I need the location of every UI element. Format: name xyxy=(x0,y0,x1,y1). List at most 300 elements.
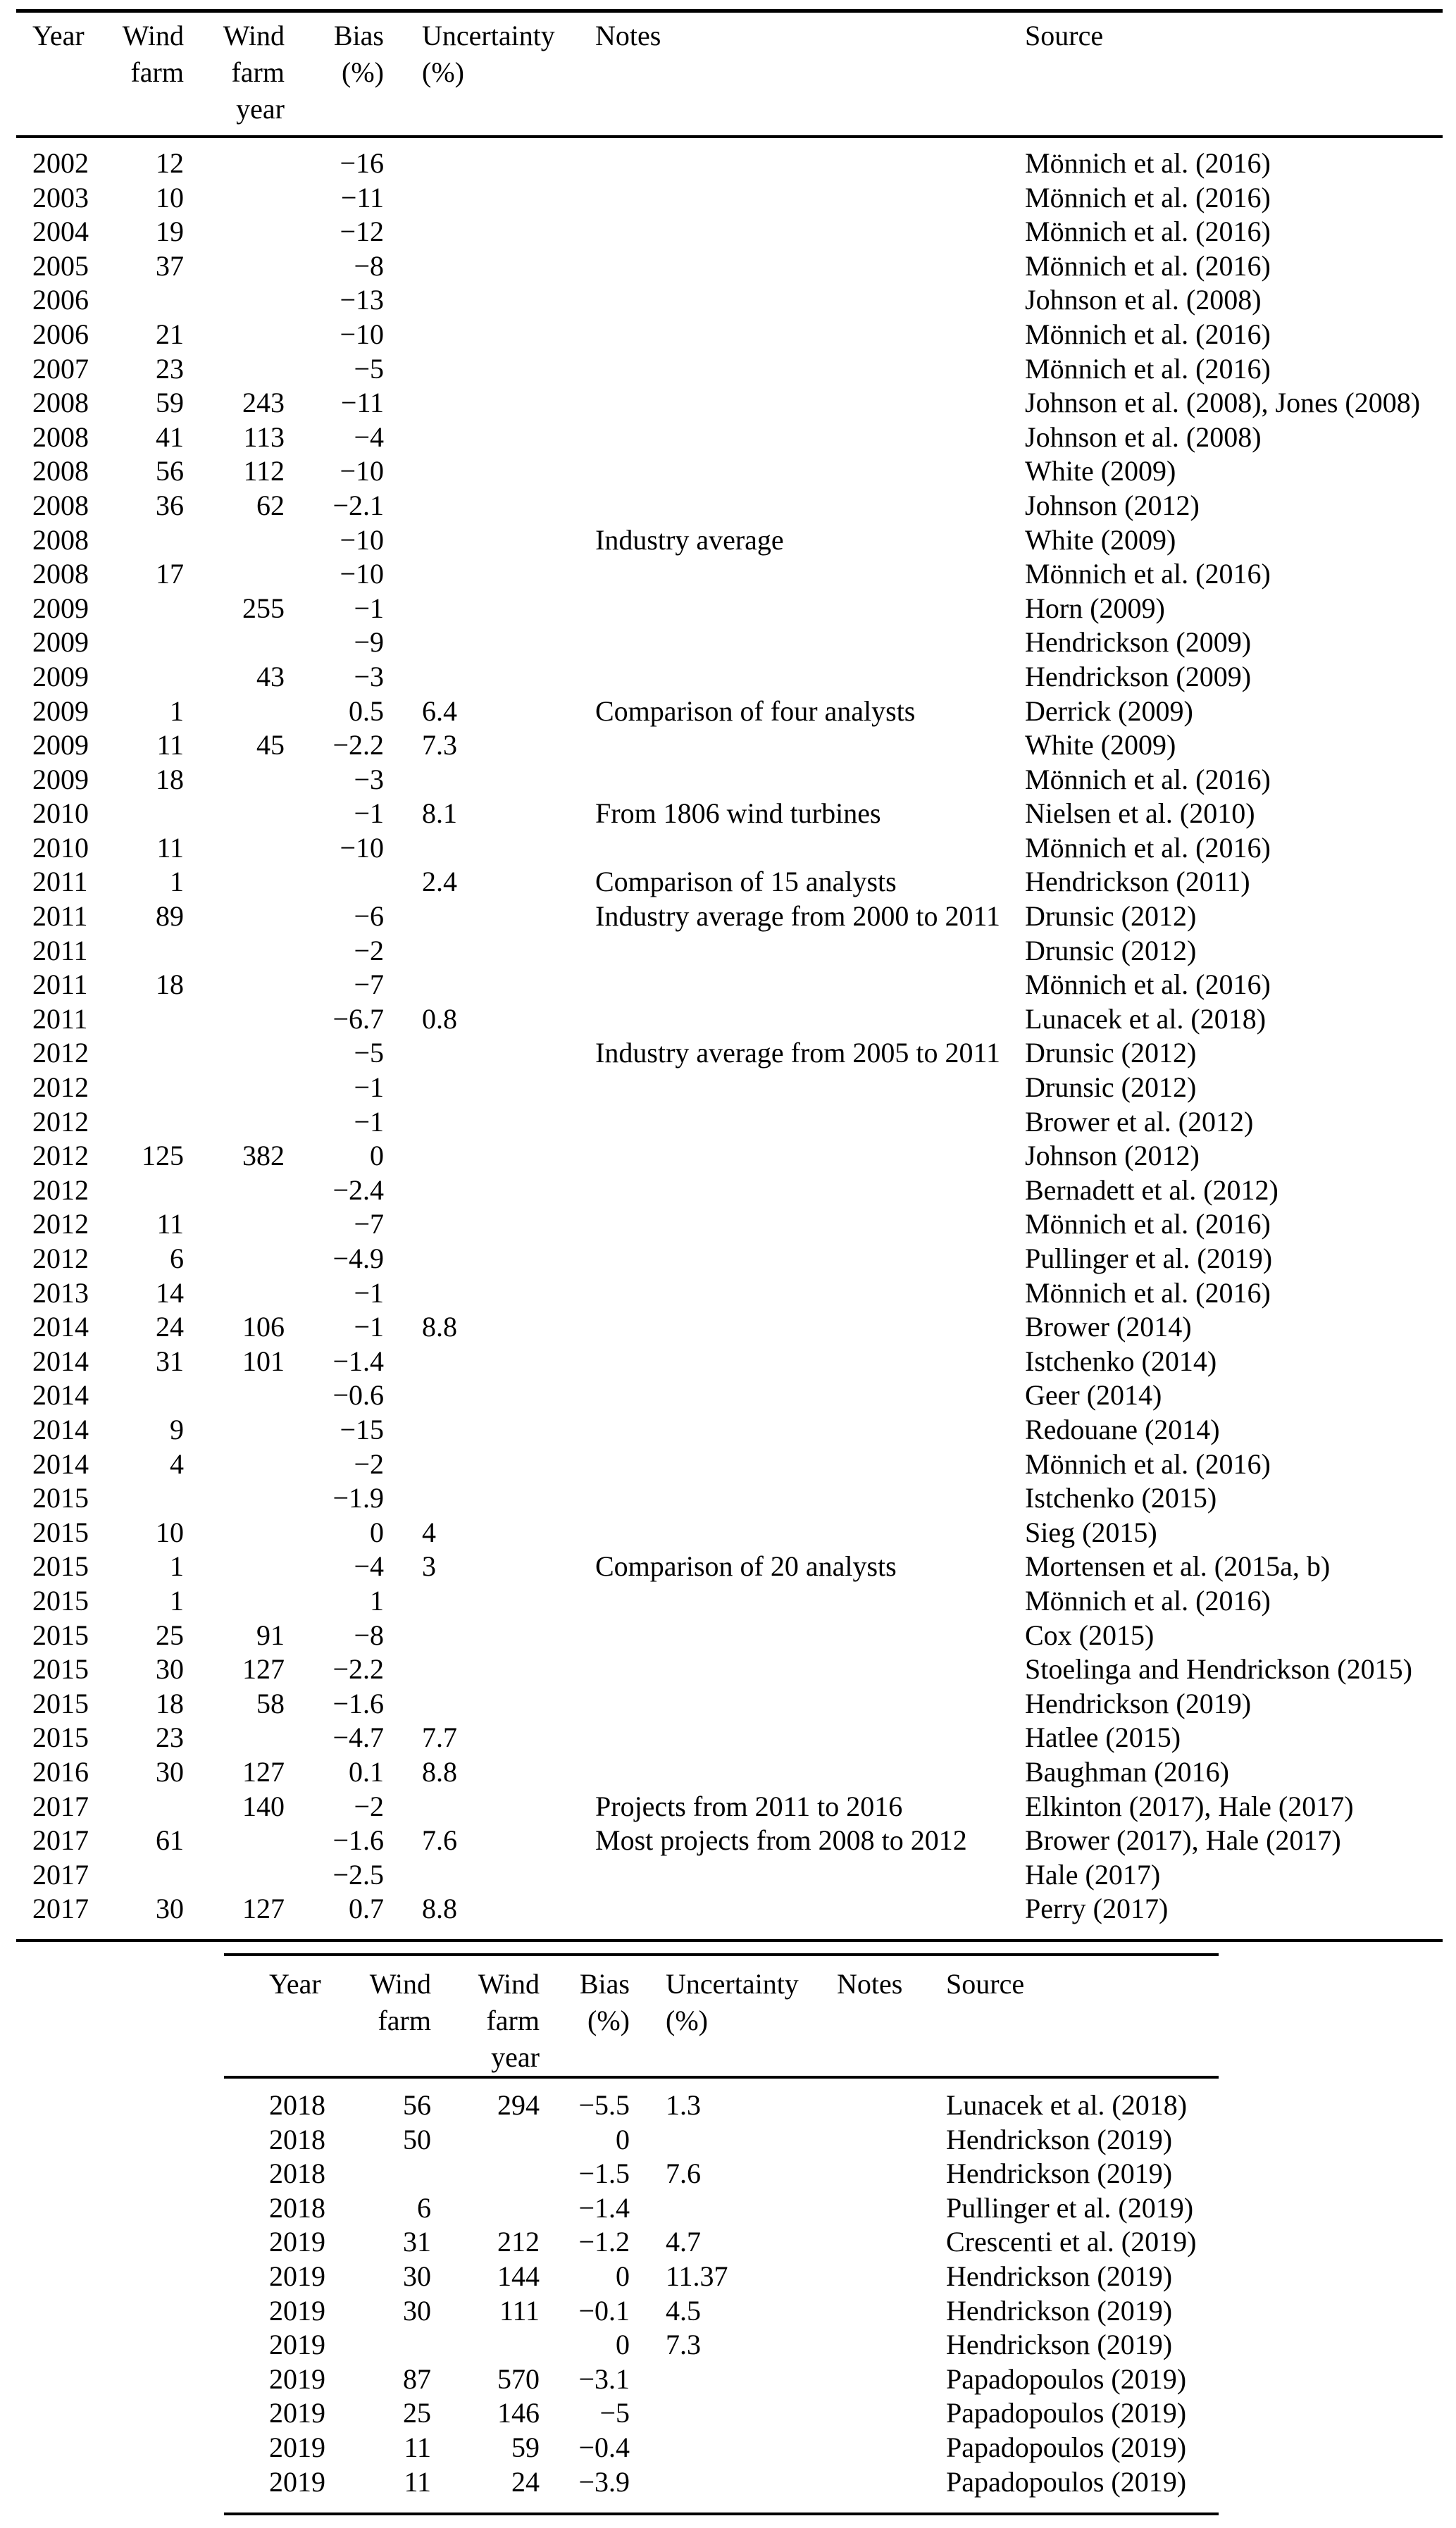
column-header-notes: Notes xyxy=(837,1968,903,2000)
cell-notes xyxy=(595,1447,1025,1482)
cell-wind-farm: 1 xyxy=(170,1550,184,1583)
cell-notes: Industry average xyxy=(595,523,784,556)
cell-notes xyxy=(595,1481,1025,1516)
cell-source: Geer (2014) xyxy=(1025,1379,1162,1412)
cell-uncertainty xyxy=(384,215,595,249)
cell-wind-farm: 14 xyxy=(156,1276,184,1309)
cell-notes: Industry average from 2000 to 2011 xyxy=(595,900,1001,933)
cell-source: Cox (2015) xyxy=(1025,1619,1155,1651)
cell-uncertainty xyxy=(384,283,595,318)
cell-wind-farm-year: 255 xyxy=(242,592,285,624)
cell-source: Papadopoulos (2019) xyxy=(946,2431,1187,2463)
cell-source: Mönnich et al. (2016) xyxy=(1025,558,1271,590)
cell-notes xyxy=(595,1105,1025,1140)
cell-wind-farm: 30 xyxy=(403,2260,431,2292)
cell-uncertainty xyxy=(384,1652,595,1687)
cell-year: 2009 xyxy=(32,695,89,727)
column-header-wind-farm: Wind farm xyxy=(122,20,184,88)
cell-year: 2011 xyxy=(32,969,88,1001)
table-row xyxy=(0,1345,1456,1379)
cell-notes xyxy=(595,1310,1025,1345)
cell-wind-farm: 12 xyxy=(156,147,184,179)
cell-bias: 0 xyxy=(370,1140,384,1172)
cell-source: Johnson et al. (2008) xyxy=(1025,421,1262,453)
cell-wind-farm: 61 xyxy=(156,1824,184,1857)
cell-year: 2017 xyxy=(32,1858,89,1891)
cell-notes: Projects from 2011 to 2016 xyxy=(595,1790,903,1822)
cell-source: Mönnich et al. (2016) xyxy=(1025,1447,1271,1480)
cell-wind-farm-year: 112 xyxy=(243,455,285,487)
cell-wind-farm-year xyxy=(184,557,285,592)
column-header-wind-farm-year: Wind farm year xyxy=(478,1968,540,2073)
cell-notes: Most projects from 2008 to 2012 xyxy=(595,1824,967,1857)
table-row xyxy=(0,797,1456,831)
cell-source: Mönnich et al. (2016) xyxy=(1025,1208,1271,1240)
cell-uncertainty xyxy=(630,2396,837,2431)
cell-uncertainty xyxy=(384,147,595,181)
cell-year: 2019 xyxy=(269,2362,325,2395)
cell-uncertainty xyxy=(384,1790,595,1824)
cell-wind-farm: 25 xyxy=(156,1619,184,1651)
cell-uncertainty xyxy=(384,1413,595,1447)
cell-uncertainty xyxy=(384,1687,595,1721)
table-row xyxy=(224,2465,1219,2500)
cell-notes xyxy=(837,2157,946,2191)
table-row xyxy=(224,2260,1219,2294)
cell-source: Papadopoulos (2019) xyxy=(946,2465,1187,2498)
cell-wind-farm-year xyxy=(184,934,285,969)
cell-notes xyxy=(595,557,1025,592)
cell-notes: Industry average from 2005 to 2011 xyxy=(595,1037,1001,1069)
cell-wind-farm: 11 xyxy=(156,831,184,864)
cell-year: 2009 xyxy=(32,626,89,659)
cell-wind-farm-year xyxy=(184,831,285,866)
table2-header xyxy=(224,1966,1219,2076)
cell-source: Mönnich et al. (2016) xyxy=(1025,969,1271,1001)
cell-wind-farm-year: 127 xyxy=(242,1755,285,1788)
cell-wind-farm-year xyxy=(184,968,285,1002)
table-row xyxy=(0,695,1456,729)
cell-wind-farm-year xyxy=(184,1002,285,1037)
table-row xyxy=(0,831,1456,866)
table-row xyxy=(224,2294,1219,2329)
column-header-source: Source xyxy=(1025,20,1104,51)
cell-notes xyxy=(837,2431,946,2465)
cell-notes xyxy=(837,2362,946,2397)
column-header-bias: Bias (%) xyxy=(333,20,384,88)
cell-source: White (2009) xyxy=(1025,523,1176,556)
cell-wind-farm xyxy=(106,1378,184,1413)
cell-source: Hendrickson (2011) xyxy=(1025,866,1250,898)
table-row xyxy=(0,1721,1456,1755)
cell-source: Hendrickson (2019) xyxy=(946,2260,1173,2292)
cell-wind-farm-year xyxy=(184,1242,285,1276)
cell-wind-farm: 18 xyxy=(156,969,184,1001)
cell-wind-farm-year xyxy=(184,1721,285,1755)
cell-wind-farm-year xyxy=(184,625,285,660)
table-row xyxy=(0,1824,1456,1858)
cell-bias: −3.1 xyxy=(578,2362,630,2395)
table-row xyxy=(0,1790,1456,1824)
cell-year: 2019 xyxy=(269,2329,325,2361)
table-row xyxy=(0,1071,1456,1105)
cell-notes xyxy=(595,386,1025,421)
table-row xyxy=(224,2362,1219,2397)
cell-uncertainty xyxy=(630,2362,837,2397)
cell-bias: −4.9 xyxy=(332,1243,384,1274)
cell-wind-farm-year xyxy=(431,2328,540,2362)
cell-wind-farm-year xyxy=(184,1447,285,1482)
cell-wind-farm-year xyxy=(431,2157,540,2191)
cell-notes xyxy=(595,421,1025,455)
cell-uncertainty xyxy=(384,1071,595,1105)
cell-uncertainty xyxy=(384,592,595,626)
column-header-year: Year xyxy=(32,20,85,51)
cell-wind-farm: 6 xyxy=(170,1243,184,1274)
cell-bias: −2 xyxy=(354,1790,384,1822)
cell-bias: 0.5 xyxy=(349,695,384,727)
cell-year: 2011 xyxy=(32,934,88,966)
cell-uncertainty xyxy=(384,557,595,592)
cell-source: Perry (2017) xyxy=(1025,1893,1169,1925)
cell-year: 2008 xyxy=(32,489,89,521)
cell-wind-farm-year: 144 xyxy=(497,2260,540,2292)
table-row xyxy=(0,1755,1456,1790)
table2-body xyxy=(224,2088,1219,2499)
cell-bias: −1.6 xyxy=(332,1687,384,1719)
cell-uncertainty xyxy=(384,1105,595,1140)
cell-bias: −8 xyxy=(354,1619,384,1651)
cell-uncertainty xyxy=(384,352,595,387)
table-row xyxy=(0,660,1456,695)
cell-wind-farm: 25 xyxy=(403,2397,431,2429)
column-header-uncertainty: Uncertainty (%) xyxy=(422,20,555,88)
cell-uncertainty xyxy=(384,454,595,489)
cell-bias: −15 xyxy=(340,1413,384,1445)
cell-wind-farm-year: 62 xyxy=(256,489,285,521)
cell-source: Elkinton (2017), Hale (2017) xyxy=(1025,1790,1354,1822)
table-row xyxy=(224,2431,1219,2465)
cell-source: White (2009) xyxy=(1025,729,1176,761)
cell-wind-farm xyxy=(106,934,184,969)
cell-source: Mönnich et al. (2016) xyxy=(1025,181,1271,213)
cell-year: 2008 xyxy=(32,523,89,556)
cell-uncertainty xyxy=(384,489,595,523)
cell-bias: −10 xyxy=(340,523,384,556)
cell-wind-farm: 30 xyxy=(156,1893,184,1925)
cell-wind-farm-year xyxy=(184,899,285,934)
cell-bias: −5 xyxy=(354,1037,384,1069)
cell-source: Mönnich et al. (2016) xyxy=(1025,831,1271,864)
cell-bias: −5 xyxy=(354,352,384,385)
cell-year: 2012 xyxy=(32,1105,89,1138)
cell-uncertainty xyxy=(384,660,595,695)
cell-uncertainty xyxy=(384,318,595,352)
cell-source: Mönnich et al. (2016) xyxy=(1025,318,1271,350)
column-header-uncertainty: Uncertainty (%) xyxy=(666,1968,799,2036)
cell-wind-farm-year xyxy=(184,1584,285,1619)
cell-wind-farm-year: 91 xyxy=(256,1619,285,1651)
cell-year: 2014 xyxy=(32,1379,89,1412)
cell-bias: −2.5 xyxy=(332,1858,384,1891)
cell-uncertainty xyxy=(384,421,595,455)
table-row xyxy=(0,934,1456,969)
cell-year: 2011 xyxy=(32,1002,88,1035)
cell-source: Hatlee (2015) xyxy=(1025,1721,1181,1754)
table-row xyxy=(0,1619,1456,1653)
cell-bias: −1 xyxy=(354,1071,384,1104)
cell-uncertainty: 6.4 xyxy=(422,695,457,727)
cell-source: Mönnich et al. (2016) xyxy=(1025,763,1271,795)
cell-year: 2015 xyxy=(32,1721,89,1754)
cell-source: Hendrickson (2019) xyxy=(946,2329,1173,2361)
table-row xyxy=(0,592,1456,626)
cell-uncertainty xyxy=(384,1584,595,1619)
cell-bias: −1.9 xyxy=(332,1482,384,1514)
cell-uncertainty: 8.8 xyxy=(422,1311,457,1343)
cell-bias: −11 xyxy=(340,181,384,213)
cell-notes xyxy=(595,489,1025,523)
cell-source: Sieg (2015) xyxy=(1025,1516,1157,1548)
cell-year: 2013 xyxy=(32,1276,89,1309)
cell-source: Lunacek et al. (2018) xyxy=(946,2089,1188,2121)
cell-notes xyxy=(595,454,1025,489)
table-row xyxy=(224,2396,1219,2431)
cell-year: 2017 xyxy=(32,1790,89,1822)
cell-notes xyxy=(595,1413,1025,1447)
cell-source: Drunsic (2012) xyxy=(1025,1071,1197,1104)
cell-uncertainty xyxy=(384,1345,595,1379)
cell-notes xyxy=(595,1755,1025,1790)
cell-notes xyxy=(595,1721,1025,1755)
cell-bias: −9 xyxy=(354,626,384,659)
cell-uncertainty xyxy=(384,1139,595,1173)
table-row xyxy=(0,215,1456,249)
cell-year: 2015 xyxy=(32,1619,89,1651)
cell-source: Brower (2014) xyxy=(1025,1311,1192,1343)
cell-wind-farm: 19 xyxy=(156,216,184,248)
cell-wind-farm xyxy=(106,1071,184,1105)
cell-wind-farm-year xyxy=(184,1036,285,1071)
table-row xyxy=(224,2328,1219,2362)
table2-top-rule xyxy=(224,1953,1219,1956)
cell-bias: −1 xyxy=(354,592,384,624)
table-row xyxy=(0,1310,1456,1345)
cell-year: 2018 xyxy=(269,2157,325,2190)
cell-notes xyxy=(595,1139,1025,1173)
cell-wind-farm-year xyxy=(184,523,285,558)
table-row xyxy=(0,1413,1456,1447)
cell-year: 2019 xyxy=(269,2294,325,2327)
cell-notes xyxy=(595,1378,1025,1413)
cell-bias: −3.9 xyxy=(578,2465,630,2498)
cell-bias: −7 xyxy=(354,969,384,1001)
cell-source: Mönnich et al. (2016) xyxy=(1025,147,1271,179)
cell-source: Nielsen et al. (2010) xyxy=(1025,797,1255,830)
cell-notes xyxy=(595,1652,1025,1687)
cell-bias: 0 xyxy=(370,1516,384,1548)
cell-uncertainty xyxy=(384,1276,595,1311)
cell-wind-farm: 6 xyxy=(417,2191,431,2224)
cell-uncertainty xyxy=(384,899,595,934)
table1-top-rule xyxy=(16,9,1443,13)
cell-uncertainty xyxy=(384,1242,595,1276)
cell-wind-farm xyxy=(106,1036,184,1071)
cell-uncertainty: 4.5 xyxy=(666,2294,701,2327)
column-header-wind-farm-year: Wind farm year xyxy=(223,20,285,125)
cell-source: Hendrickson (2019) xyxy=(946,2294,1173,2327)
cell-wind-farm-year xyxy=(184,695,285,729)
cell-bias: −2.1 xyxy=(332,489,384,521)
cell-year: 2019 xyxy=(269,2260,325,2292)
cell-wind-farm-year xyxy=(184,1378,285,1413)
cell-bias: −5 xyxy=(599,2397,630,2429)
cell-notes xyxy=(595,249,1025,284)
table-row xyxy=(224,2225,1219,2260)
cell-wind-farm: 50 xyxy=(403,2123,431,2155)
cell-notes xyxy=(595,592,1025,626)
cell-year: 2014 xyxy=(32,1345,89,1377)
cell-bias: 0 xyxy=(616,2329,630,2361)
cell-wind-farm: 9 xyxy=(170,1413,184,1445)
cell-notes xyxy=(595,1276,1025,1311)
cell-wind-farm: 89 xyxy=(156,900,184,933)
cell-uncertainty xyxy=(384,181,595,216)
table-header-row xyxy=(0,18,1456,127)
cell-wind-farm-year: 570 xyxy=(497,2362,540,2395)
cell-notes xyxy=(595,181,1025,216)
cell-bias: −10 xyxy=(340,318,384,350)
cell-wind-farm: 30 xyxy=(403,2294,431,2327)
cell-bias: −0.4 xyxy=(578,2431,630,2463)
cell-source: Hendrickson (2009) xyxy=(1025,626,1252,659)
cell-bias: −6 xyxy=(354,900,384,933)
table-row xyxy=(224,2123,1219,2157)
cell-bias: −2 xyxy=(354,1447,384,1480)
cell-bias: −11 xyxy=(340,387,384,419)
cell-uncertainty xyxy=(384,1447,595,1482)
cell-wind-farm xyxy=(325,2157,431,2191)
cell-source: Papadopoulos (2019) xyxy=(946,2362,1187,2395)
table-row xyxy=(0,1276,1456,1311)
cell-bias: −1.5 xyxy=(578,2157,630,2190)
cell-source: Hendrickson (2009) xyxy=(1025,660,1252,692)
cell-notes xyxy=(837,2123,946,2157)
cell-wind-farm xyxy=(106,660,184,695)
cell-source: Drunsic (2012) xyxy=(1025,934,1197,966)
cell-bias: −2 xyxy=(354,934,384,966)
cell-notes xyxy=(595,1687,1025,1721)
cell-year: 2019 xyxy=(269,2397,325,2429)
cell-notes xyxy=(837,2191,946,2226)
cell-bias: 0 xyxy=(616,2123,630,2155)
cell-uncertainty: 7.7 xyxy=(422,1721,457,1754)
cell-wind-farm-year xyxy=(184,763,285,797)
cell-wind-farm-year: 140 xyxy=(242,1790,285,1822)
cell-year: 2006 xyxy=(32,318,89,350)
cell-source: Mönnich et al. (2016) xyxy=(1025,1584,1271,1617)
table2-bottom-rule xyxy=(224,2513,1219,2515)
column-header-source: Source xyxy=(946,1968,1025,2000)
cell-year: 2012 xyxy=(32,1140,89,1172)
table-row xyxy=(0,1105,1456,1140)
cell-bias: −1.4 xyxy=(578,2191,630,2224)
cell-notes: Comparison of 15 analysts xyxy=(595,866,897,898)
cell-source: Mortensen et al. (2015a, b) xyxy=(1025,1550,1331,1583)
cell-wind-farm: 31 xyxy=(156,1345,184,1377)
cell-year: 2011 xyxy=(32,900,88,933)
cell-wind-farm-year: 59 xyxy=(511,2431,540,2463)
table-row xyxy=(0,523,1456,558)
cell-uncertainty xyxy=(384,831,595,866)
cell-bias: −5.5 xyxy=(578,2089,630,2121)
cell-notes xyxy=(595,1345,1025,1379)
cell-bias: −1 xyxy=(354,1105,384,1138)
cell-notes xyxy=(595,1242,1025,1276)
table-row xyxy=(0,1584,1456,1619)
cell-notes xyxy=(595,1002,1025,1037)
cell-wind-farm: 23 xyxy=(156,352,184,385)
cell-wind-farm-year: 43 xyxy=(256,660,285,692)
cell-year: 2003 xyxy=(32,181,89,213)
cell-bias: −4 xyxy=(354,1550,384,1583)
cell-wind-farm: 23 xyxy=(156,1721,184,1754)
cell-wind-farm: 18 xyxy=(156,763,184,795)
table-row xyxy=(0,1550,1456,1584)
cell-notes xyxy=(595,1516,1025,1550)
cell-uncertainty: 7.3 xyxy=(666,2329,701,2361)
cell-wind-farm: 18 xyxy=(156,1687,184,1719)
cell-bias: −6.7 xyxy=(332,1002,384,1035)
cell-uncertainty: 8.8 xyxy=(422,1893,457,1925)
cell-bias: −12 xyxy=(340,216,384,248)
table1-header-rule xyxy=(16,135,1443,138)
cell-uncertainty: 2.4 xyxy=(422,866,457,898)
table2-header-rule xyxy=(224,2076,1219,2079)
cell-bias: −3 xyxy=(354,763,384,795)
cell-year: 2002 xyxy=(32,147,89,179)
table1-header xyxy=(0,18,1456,127)
cell-wind-farm xyxy=(106,1790,184,1824)
cell-wind-farm xyxy=(106,283,184,318)
table-row xyxy=(0,318,1456,352)
cell-year: 2008 xyxy=(32,558,89,590)
cell-wind-farm-year: 243 xyxy=(242,387,285,419)
cell-wind-farm-year xyxy=(184,1413,285,1447)
table-row xyxy=(224,2088,1219,2123)
cell-wind-farm: 125 xyxy=(142,1140,184,1172)
cell-source: Mönnich et al. (2016) xyxy=(1025,216,1271,248)
cell-year: 2015 xyxy=(32,1653,89,1686)
cell-wind-farm-year: 111 xyxy=(499,2294,540,2327)
table-row xyxy=(0,352,1456,387)
cell-year: 2018 xyxy=(269,2191,325,2224)
cell-source: Johnson et al. (2008) xyxy=(1025,284,1262,316)
cell-year: 2015 xyxy=(32,1584,89,1617)
cell-uncertainty xyxy=(630,2191,837,2226)
cell-year: 2009 xyxy=(32,592,89,624)
cell-year: 2015 xyxy=(32,1516,89,1548)
cell-year: 2008 xyxy=(32,387,89,419)
cell-year: 2011 xyxy=(32,866,88,898)
cell-wind-farm xyxy=(325,2328,431,2362)
cell-bias: −4 xyxy=(354,421,384,453)
cell-notes xyxy=(595,728,1025,763)
cell-source: Mönnich et al. (2016) xyxy=(1025,1276,1271,1309)
cell-wind-farm-year xyxy=(184,1858,285,1893)
cell-year: 2014 xyxy=(32,1311,89,1343)
cell-source: Johnson (2012) xyxy=(1025,489,1200,521)
